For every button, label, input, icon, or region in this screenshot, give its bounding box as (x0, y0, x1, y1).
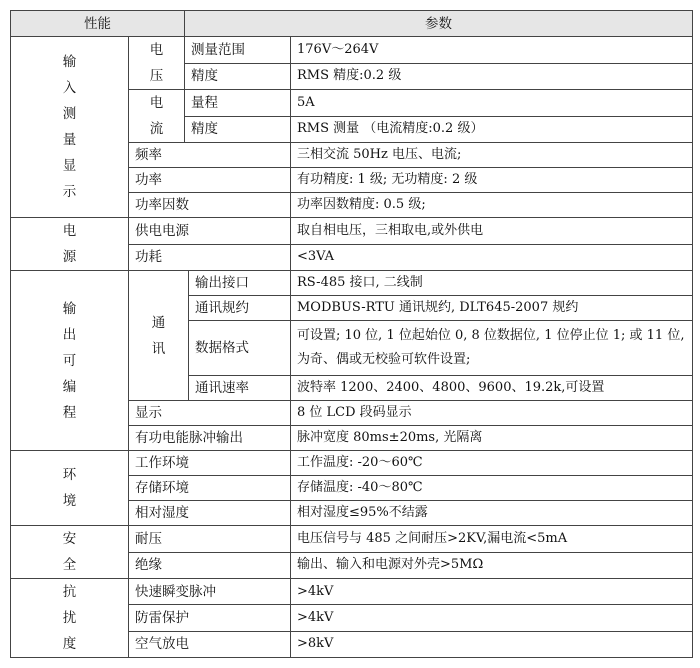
row-label: 功率因数 (129, 193, 291, 218)
row-value: RMS 精度:0.2 级 (291, 63, 693, 90)
row-value: 176V～264V (291, 37, 693, 64)
category-char: 示 (62, 184, 77, 200)
table-row (11, 271, 693, 296)
row-label: 有功电能脉冲输出 (129, 426, 291, 451)
row-value: 可设置; 10 位, 1 位起始位 0, 8 位数据位, 1 位停止位 1; 或 11 位, 为奇、偶或无校验可软件设置; (291, 321, 693, 376)
row-label: 通讯速率 (189, 376, 291, 401)
row-value: 脉冲宽度 80ms±20ms, 光隔离 (291, 426, 693, 451)
category-immunity: 抗 扰 度 (11, 579, 129, 658)
row-value: 输出、输入和电源对外壳>5MΩ (291, 552, 693, 579)
voltage-label: 电 压 (129, 37, 185, 90)
row-value: 存储温度: -40～80℃ (291, 476, 693, 501)
comm-label: 通 讯 (129, 271, 189, 401)
row-value: 8 位 LCD 段码显示 (291, 401, 693, 426)
category-environment: 环 境 (11, 451, 129, 526)
current-label: 电 流 (129, 90, 185, 143)
row-label: 存储环境 (129, 476, 291, 501)
row-label: 空气放电 (129, 631, 291, 657)
row-label: 耐压 (129, 526, 291, 553)
category-char: 显 (62, 158, 77, 174)
table-row (11, 37, 693, 64)
row-label: 功率 (129, 168, 291, 193)
row-value: 工作温度: -20～60℃ (291, 451, 693, 476)
row-label: 量程 (185, 90, 291, 117)
row-label: 供电电源 (129, 218, 291, 245)
table-row (11, 579, 693, 605)
row-value: 有功精度: 1 级; 无功精度: 2 级 (291, 168, 693, 193)
row-value: RMS 测量 （电流精度:0.2 级） (291, 116, 693, 143)
header-row (11, 11, 693, 37)
category-char: 入 (62, 80, 77, 96)
row-value: >4kV (291, 605, 693, 631)
table-row (11, 526, 693, 553)
spec-table (10, 10, 693, 658)
row-label: 精度 (185, 63, 291, 90)
row-label: 相对湿度 (129, 501, 291, 526)
row-label: 显示 (129, 401, 291, 426)
row-value: 功率因数精度: 0.5 级; (291, 193, 693, 218)
category-char: 输 (62, 54, 77, 70)
row-label: 功耗 (129, 244, 291, 271)
category-input-display (11, 37, 129, 218)
row-value: 取自相电压，三相取电,或外供电 (291, 218, 693, 245)
category-safety: 安 全 (11, 526, 129, 579)
category-power-supply: 电 源 (11, 218, 129, 271)
row-value: RS-485 接口, 二线制 (291, 271, 693, 296)
row-label: 数据格式 (189, 321, 291, 376)
row-value: 5A (291, 90, 693, 117)
row-label: 防雷保护 (129, 605, 291, 631)
row-label: 工作环境 (129, 451, 291, 476)
row-value: >8kV (291, 631, 693, 657)
row-value: 三相交流 50Hz 电压、电流; (291, 143, 693, 168)
row-label: 频率 (129, 143, 291, 168)
header-parameters: 参数 (185, 11, 693, 37)
row-label: 精度 (185, 116, 291, 143)
category-output: 输 出 可 编 程 (11, 271, 129, 451)
row-value: MODBUS-RTU 通讯规约, DLT645-2007 规约 (291, 296, 693, 321)
header-performance: 性能 (11, 11, 185, 37)
table-row (11, 451, 693, 476)
row-label: 通讯规约 (189, 296, 291, 321)
row-value: 电压信号与 485 之间耐压>2KV,漏电流<5mA (291, 526, 693, 553)
table-row (11, 218, 693, 245)
row-value: 相对湿度≤95%不结露 (291, 501, 693, 526)
row-value: >4kV (291, 579, 693, 605)
row-value: 波特率 1200、2400、4800、9600、19.2k,可设置 (291, 376, 693, 401)
spec-table-container (10, 10, 692, 658)
row-label: 输出接口 (189, 271, 291, 296)
row-label: 测量范围 (185, 37, 291, 64)
category-char: 量 (62, 132, 77, 148)
row-value: <3VA (291, 244, 693, 271)
category-char: 测 (62, 106, 77, 122)
row-label: 绝缘 (129, 552, 291, 579)
row-label: 快速瞬变脉冲 (129, 579, 291, 605)
